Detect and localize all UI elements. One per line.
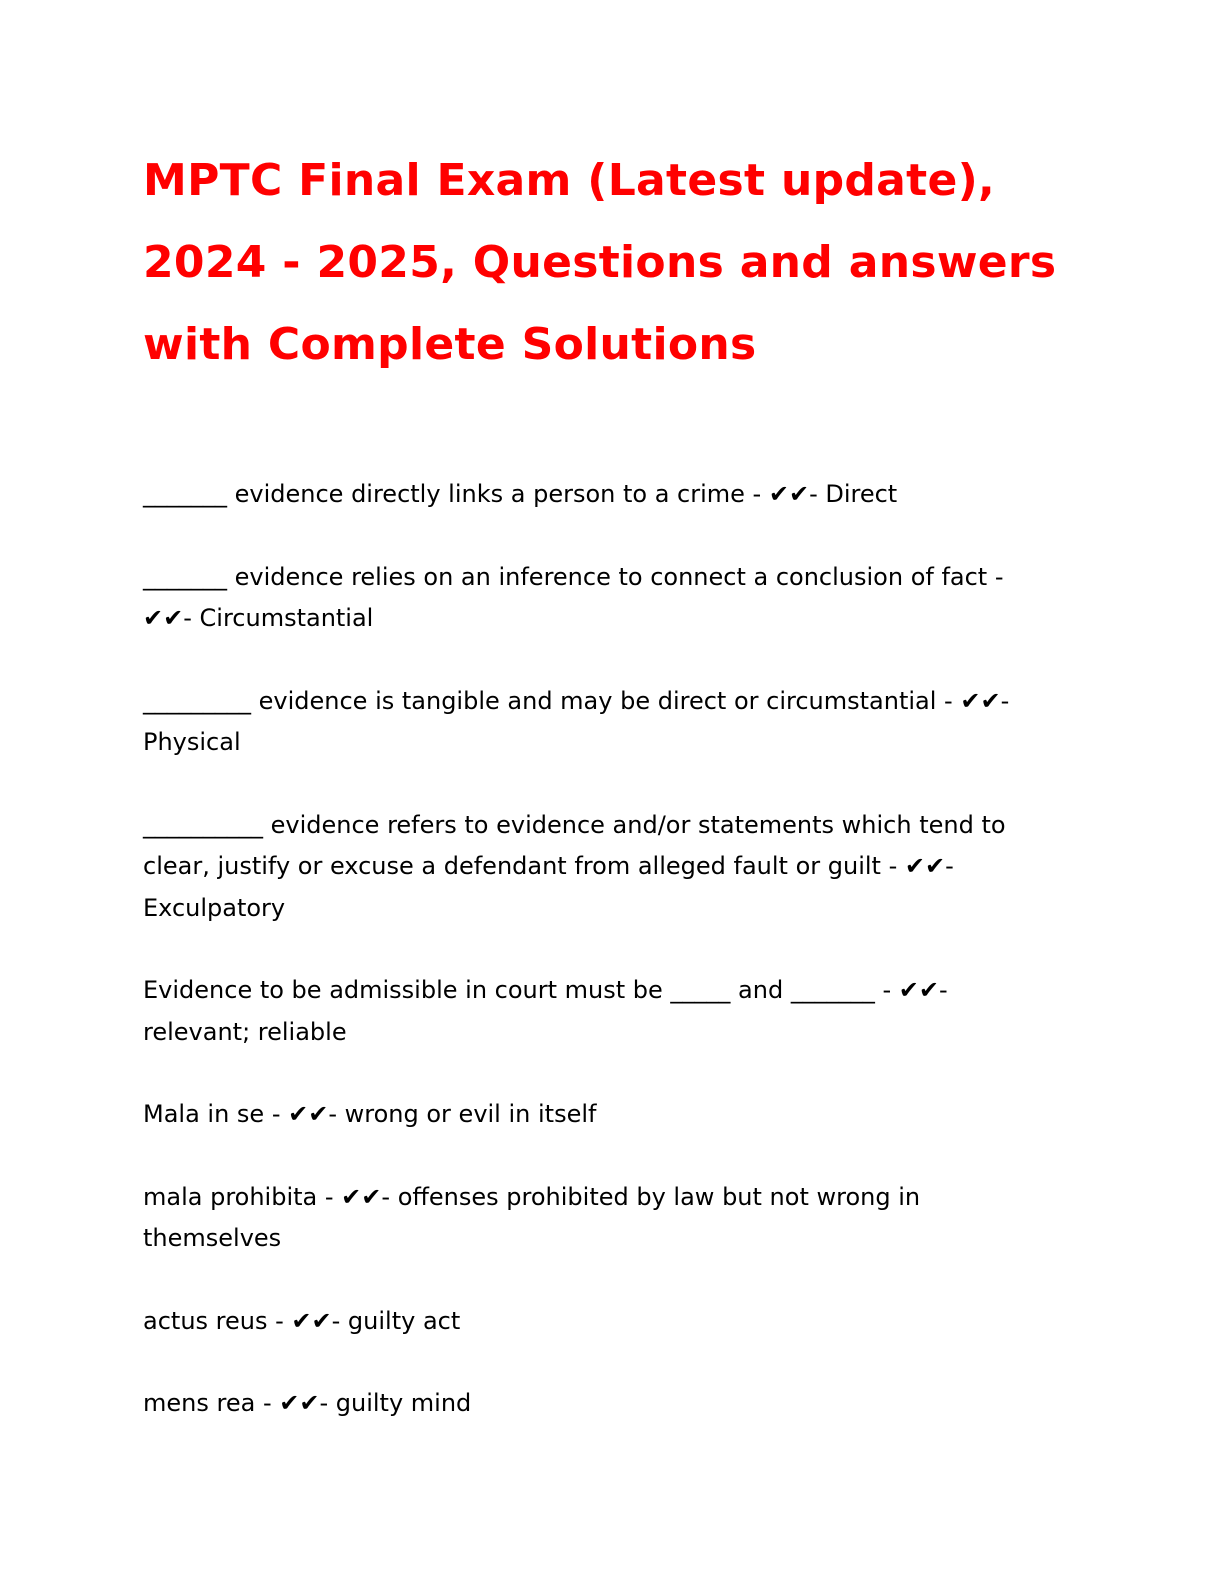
title-line-2: 2024 - 2025, Questions and answers [143, 237, 1057, 288]
check-mark-icon: ✔✔ [341, 1182, 382, 1211]
answer-text: guilty act [347, 1306, 461, 1335]
question-text: mala prohibita [143, 1182, 318, 1211]
qa-item: mala prohibita - ✔✔- offenses prohibited by law but not wrong in themselves [143, 1182, 921, 1252]
title-line-3: with Complete Solutions [143, 319, 757, 370]
check-mark-icon: ✔✔ [960, 686, 1001, 715]
qa-item: __________ evidence refers to evidence and/or statements which tend to clear, justify or excuse a defendant from alleged fault or guilt - ✔✔- Exculpatory [143, 810, 1006, 922]
question-text: actus reus [143, 1306, 268, 1335]
answer-text: offenses prohibited by law but not wrong in themselves [143, 1182, 921, 1252]
answer-text: Exculpatory [143, 893, 286, 922]
qa-item: mens rea - ✔✔- guilty mind [143, 1389, 472, 1417]
answer-text: Circumstantial [199, 604, 374, 632]
question-text: __________ evidence refers to evidence and/or statements which tend to clear, justify or excuse a defendant from alleged fault or guilt [143, 810, 1006, 880]
check-mark-icon: ✔✔ [291, 1306, 332, 1335]
question-text: _______ evidence directly links a person to a crime [143, 480, 745, 508]
title-line-1: MPTC Final Exam (Latest update), [143, 155, 996, 206]
check-mark-icon: ✔✔ [279, 1389, 320, 1417]
check-mark-icon: ✔✔ [898, 976, 939, 1004]
qa-item: Evidence to be admissible in court must be _____ and _______ - ✔✔- relevant; reliable [143, 976, 948, 1046]
qa-item: _______ evidence directly links a person to a crime - ✔✔- Direct [143, 480, 898, 508]
qa-list [143, 474, 1063, 1425]
check-mark-icon: ✔✔ [768, 480, 810, 508]
answer-text: Direct [825, 480, 898, 508]
qa-item: _________ evidence is tangible and may be direct or circumstantial - ✔✔- Physical [143, 686, 1010, 756]
qa-item: _______ evidence relies on an inference to connect a conclusion of fact - ✔✔- Circumstantial [143, 562, 1012, 632]
check-mark-icon: ✔✔ [143, 604, 184, 632]
question-text: Mala in se [143, 1100, 265, 1128]
qa-item: actus reus - ✔✔- guilty act [143, 1306, 461, 1335]
check-mark-icon: ✔✔ [904, 852, 946, 880]
question-text: _________ evidence is tangible and may be direct or circumstantial [143, 686, 937, 715]
answer-text: relevant; reliable [143, 1017, 347, 1046]
qa-item: Mala in se - ✔✔- wrong or evil in itself [143, 1100, 597, 1128]
question-text: mens rea [143, 1389, 256, 1417]
answer-text: Physical [143, 728, 241, 756]
check-mark-icon: ✔✔ [288, 1100, 329, 1128]
page-title [143, 140, 1103, 386]
question-text: Evidence to be admissible in court must be _____ and _______ [143, 976, 875, 1004]
answer-text: guilty mind [335, 1389, 472, 1417]
question-text: _______ evidence relies on an inference to connect a conclusion of fact [143, 562, 988, 591]
answer-text: wrong or evil in itself [344, 1100, 597, 1128]
